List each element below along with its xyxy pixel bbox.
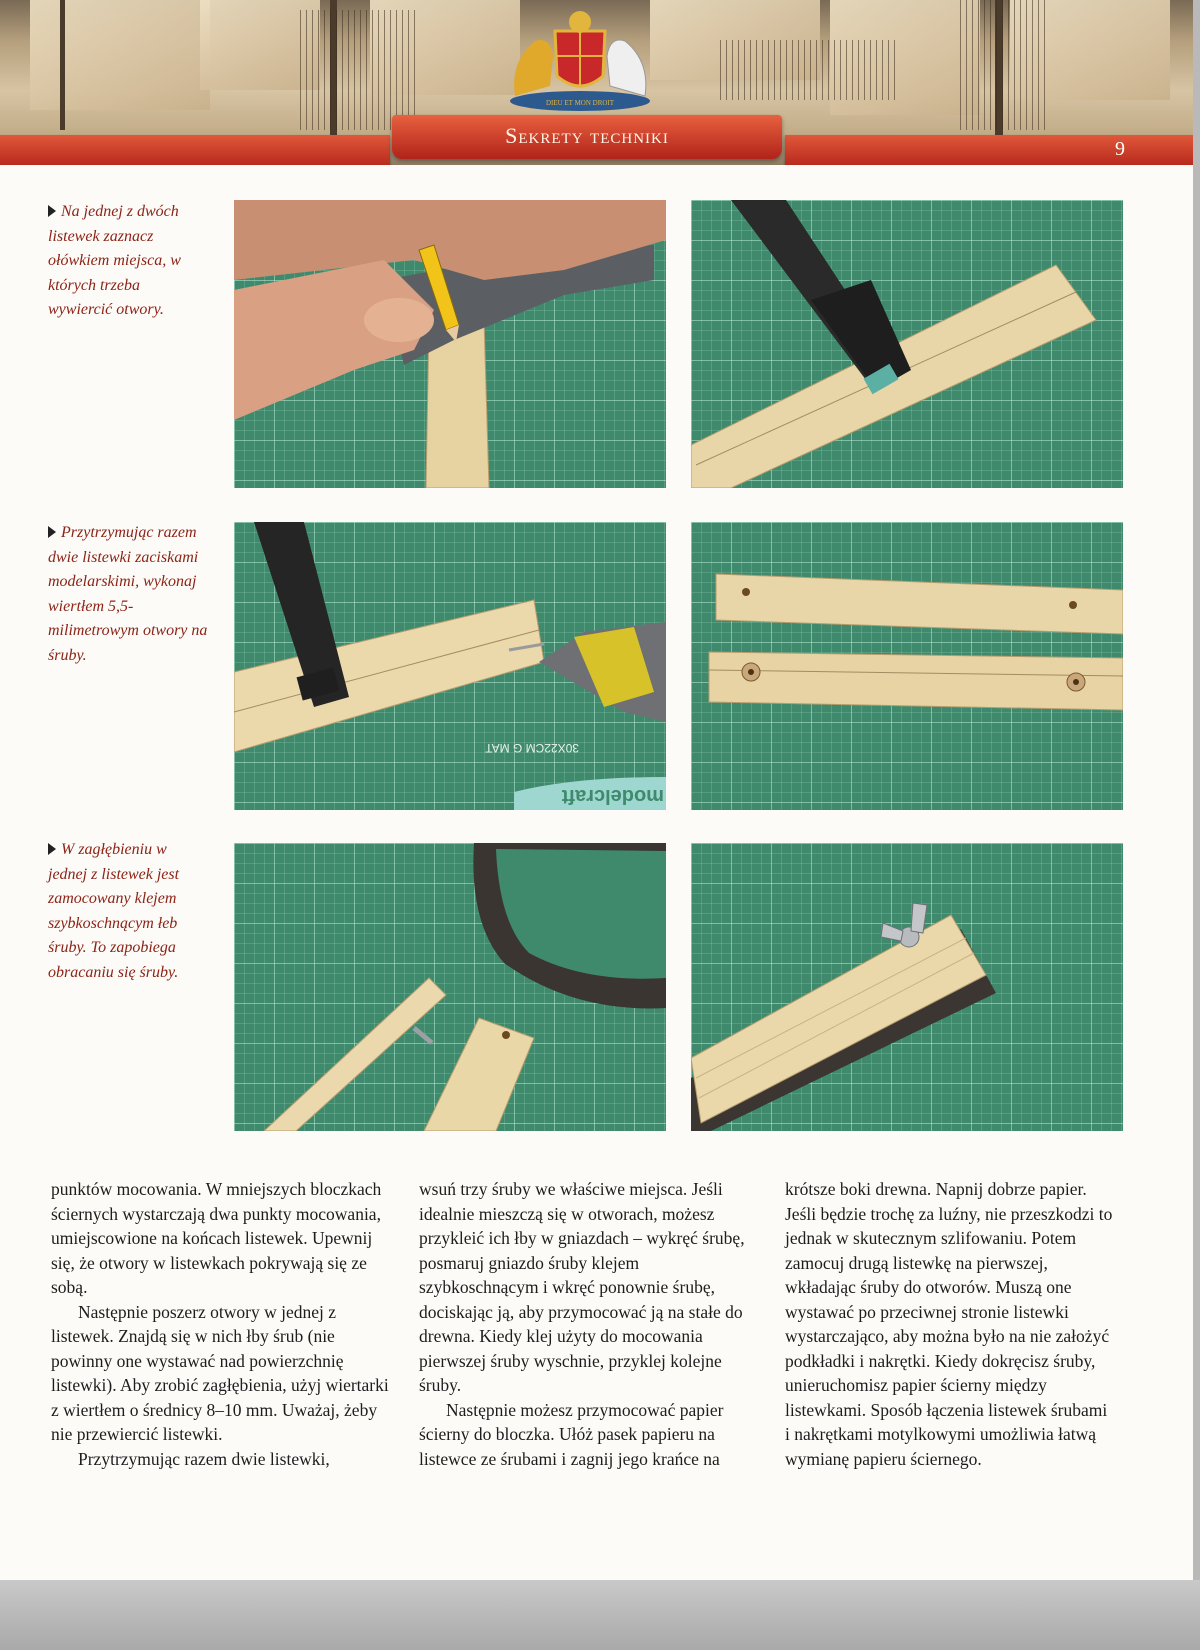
svg-text:DIEU ET MON DROIT: DIEU ET MON DROIT: [545, 99, 615, 107]
caption-arrow-icon: [48, 205, 56, 217]
photo-clamped-strips: [691, 200, 1123, 488]
step-caption-3: W zagłębieniu w jednej z listewek jest zamocowany klejem szybkoschnącym łeb śruby. To zapobiega obracaniu się śruby.: [48, 841, 180, 981]
photo-bolt-in-recess: [234, 843, 666, 1131]
step-caption-1: Na jednej z dwóch listewek zaznacz ołówkiem miejsca, w których trzeba wywiercić otwory.: [48, 203, 181, 318]
section-title: Sekrety techniki: [505, 123, 669, 148]
body-column-2: [419, 1177, 759, 1471]
step-caption-2: Przytrzymując razem dwie listewki zaciskami modelarskimi, wykonaj wiertłem 5,5-milimetrowym otwory na śruby.: [48, 524, 208, 664]
photo-drilling-holes: [234, 522, 666, 810]
photo-finished-sanding-block: [691, 843, 1123, 1131]
page-number: 9: [1115, 138, 1125, 160]
paragraph: wsuń trzy śruby we właściwe miejsca. Jeśli idealnie mieszczą się w otworach, możesz przykleić ich łby w gniazdach – wykręć śrubę, posmaruj gniazdo śruby klejem szybkoschnącym i wkręć ponownie śrubę, dociskając ją, aby przymocować ją na stałe do drewna. Kiedy klej użyty do mocowania pierwszej śruby wyschnie, przyklej kolejne śruby.: [419, 1179, 745, 1395]
header-band-left: [0, 135, 390, 165]
header-banner: [0, 0, 1193, 165]
scan-margin: [0, 1580, 1200, 1650]
photo-marking-with-pencil: [234, 200, 666, 488]
royal-crest-icon: [495, 6, 665, 116]
svg-text:modelcraft: modelcraft: [561, 785, 664, 807]
body-column-1: [51, 1177, 391, 1471]
caption-arrow-icon: [48, 843, 56, 855]
paragraph: punktów mocowania. W mniejszych bloczkach ściernych wystarczają dwa punkty mocowania, umiejscowione na końcach listewek. Upewnij się, że otwory w listewkach pokrywają się ze sobą.: [51, 1179, 382, 1297]
paragraph: krótsze boki drewna. Napnij dobrze papier. Jeśli będzie trochę za luźny, nie przeszkodzi to jednak w skutecznym szlifowaniu. Potem zamocuj drugą listewkę na pierwszej, wkładając śruby do otworów. Muszą one wystawać po przeciwnej stronie listewki wystarczająco, aby można było na nie założyć podkładki i nakrętki. Kiedy dokręcisz śruby, unieruchomisz papier ścierny między listewkami. Sposób łączenia listewek śrubami i nakrętkami motylkowymi umożliwia łatwą wymianę papieru ściernego.: [785, 1179, 1113, 1469]
caption-arrow-icon: [48, 526, 56, 538]
photo-two-drilled-strips: [691, 522, 1123, 810]
section-title-tab: [392, 115, 782, 159]
paragraph: Następnie poszerz otwory w jednej z listewek. Znajdą się w nich łby śrub (nie powinny one wystawać nad powierzchnię listewki). Aby zrobić zagłębienia, użyj wiertarki z wiertłem o średnicy 8–10 mm. Uważaj, żeby nie przewiercić listewki.: [51, 1301, 389, 1444]
svg-text:30X22CM G MAT: 30X22CM G MAT: [485, 741, 579, 755]
body-column-3: [785, 1177, 1115, 1471]
paragraph: Przytrzymując razem dwie listewki,: [78, 1448, 330, 1469]
paragraph: Następnie możesz przymocować papier ścierny do bloczka. Ułóż pasek papieru na listewce ze śrubami i zagnij jego krańce na: [419, 1399, 724, 1469]
